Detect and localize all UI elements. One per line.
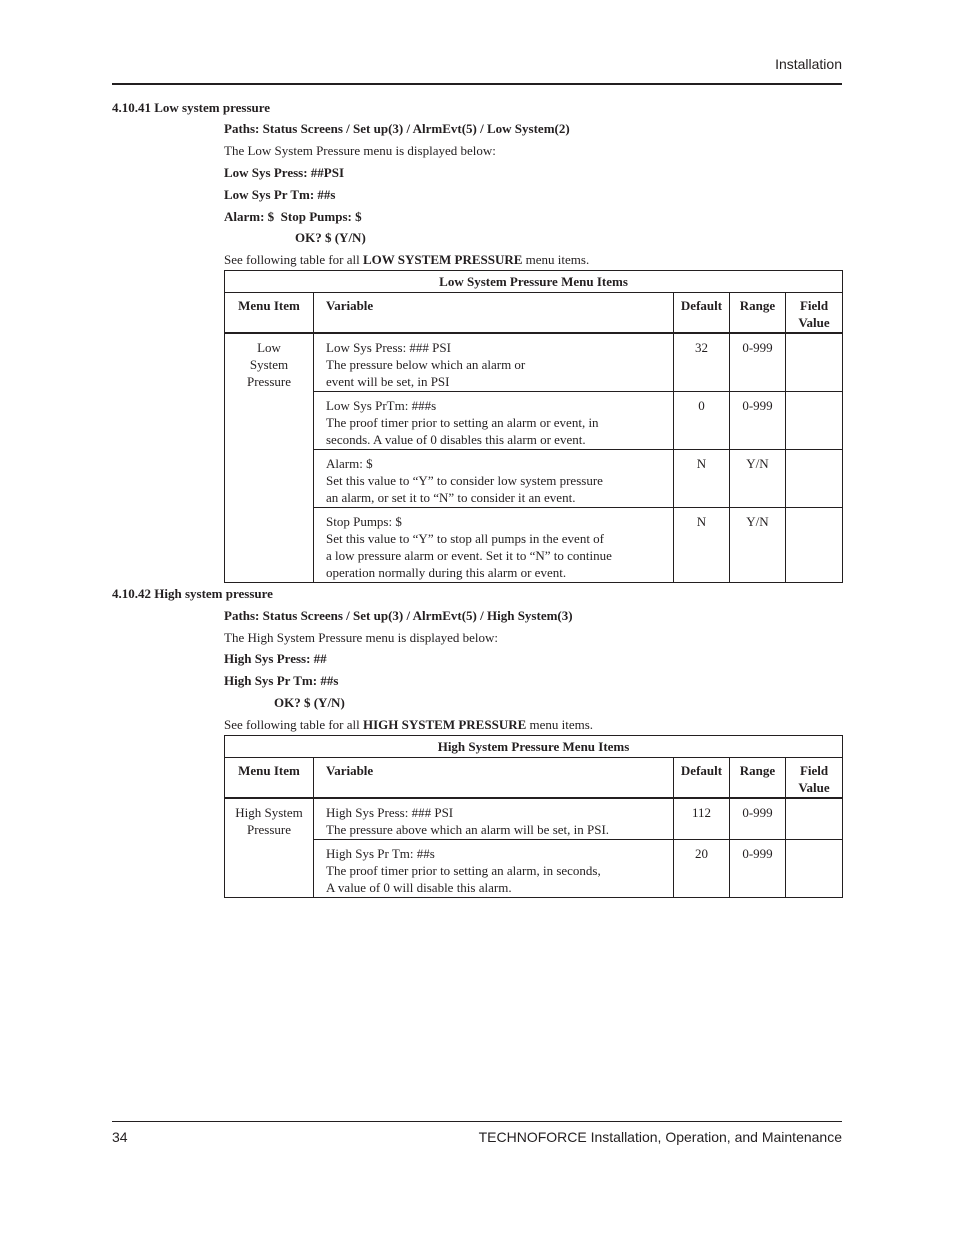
range-cell: 0-999 [730, 392, 786, 450]
see-prefix: See following table for all [224, 252, 360, 267]
table-caption: Low System Pressure Menu Items [225, 271, 843, 293]
screen-line-low-4: OK? $ (Y/N) [295, 230, 366, 245]
table-row [225, 508, 843, 583]
paths-low: Paths: Status Screens / Set up(3) / AlrmEvt(5) / Low System(2) [224, 121, 570, 136]
field-value-cell[interactable] [786, 333, 843, 392]
see-table-high [224, 717, 593, 733]
field-label: Field [799, 763, 829, 778]
default-cell: 32 [674, 333, 730, 392]
field-value-cell[interactable] [786, 798, 843, 840]
col-header-default: Default [674, 293, 730, 334]
screen-line-low-2: Low Sys Pr Tm: ##s [224, 187, 336, 202]
variable-desc: The pressure below which an alarm or [326, 357, 526, 372]
table-row [225, 392, 843, 450]
col-header-menu-item: Menu Item [225, 293, 314, 334]
screen-line-low-1: Low Sys Press: ##PSI [224, 165, 345, 180]
running-header: Installation [775, 56, 842, 72]
menu-item-cell [225, 798, 314, 898]
default-cell: N [674, 450, 730, 508]
variable-desc: The proof timer prior to setting an alarm, in seconds, [326, 863, 601, 878]
variable-name: Low Sys PrTm: ###s [326, 398, 437, 413]
default-cell: 20 [674, 840, 730, 898]
screen-line-high-3: OK? $ (Y/N) [274, 695, 345, 710]
variable-cell [314, 392, 674, 450]
variable-desc: an alarm, or set it to “N” to consider it an event. [326, 490, 576, 505]
screen-line-low-3: Alarm: $ Stop Pumps: $ [224, 209, 362, 224]
table-row [225, 798, 843, 840]
range-cell: Y/N [730, 450, 786, 508]
value-label: Value [798, 780, 830, 795]
variable-desc: Set this value to “Y” to stop all pumps in the event of [326, 531, 605, 546]
col-header-variable: Variable [314, 758, 674, 799]
menu-item-line: High System [235, 805, 303, 820]
col-header-field-value [786, 293, 843, 334]
range-cell: 0-999 [730, 333, 786, 392]
menu-item-line: Low [257, 340, 281, 355]
default-cell: 112 [674, 798, 730, 840]
col-header-variable: Variable [314, 293, 674, 334]
variable-cell [314, 798, 674, 840]
col-header-menu-item: Menu Item [225, 758, 314, 799]
menu-item-line: System [249, 357, 289, 372]
variable-name: High Sys Pr Tm: ##s [326, 846, 435, 861]
intro-high: The High System Pressure menu is displayed below: [224, 630, 499, 645]
footer-rule [112, 1121, 842, 1122]
variable-cell [314, 450, 674, 508]
table-row [225, 450, 843, 508]
high-pressure-table [224, 735, 843, 898]
screen-line-high-1: High Sys Press: ## [224, 651, 327, 666]
variable-desc: a low pressure alarm or event. Set it to “N” to continue [326, 548, 612, 563]
col-header-range: Range [730, 293, 786, 334]
variable-cell [314, 840, 674, 898]
variable-name: High Sys Press: ### PSI [326, 805, 454, 820]
default-cell: 0 [674, 392, 730, 450]
see-bold: LOW SYSTEM PRESSURE [363, 252, 523, 267]
see-suffix: menu items. [525, 252, 590, 267]
low-pressure-table [224, 270, 843, 583]
col-header-default: Default [674, 758, 730, 799]
section-heading-high: 4.10.42 High system pressure [112, 586, 273, 601]
field-value-cell[interactable] [786, 508, 843, 583]
field-value-cell[interactable] [786, 392, 843, 450]
variable-name: Alarm: $ [326, 456, 373, 471]
variable-desc: The pressure above which an alarm will be set, in PSI. [326, 822, 610, 837]
field-label: Field [799, 298, 829, 313]
variable-name: Low Sys Press: ### PSI [326, 340, 451, 355]
variable-cell [314, 333, 674, 392]
see-bold: HIGH SYSTEM PRESSURE [363, 717, 527, 732]
screen-line-high-2: High Sys Pr Tm: ##s [224, 673, 339, 688]
variable-desc: The proof timer prior to setting an alarm or event, in [326, 415, 599, 430]
variable-desc: seconds. A value of 0 disables this alarm or event. [326, 432, 586, 447]
col-header-range: Range [730, 758, 786, 799]
value-label: Value [798, 315, 830, 330]
variable-desc: event will be set, in PSI [326, 374, 450, 389]
menu-item-cell [225, 333, 314, 583]
field-value-cell[interactable] [786, 450, 843, 508]
menu-item-line: Pressure [246, 822, 292, 837]
table-row [225, 840, 843, 898]
footer-title: TECHNOFORCE Installation, Operation, and Maintenance [478, 1129, 842, 1145]
see-prefix: See following table for all [224, 717, 360, 732]
variable-desc: Set this value to “Y” to consider low system pressure [326, 473, 603, 488]
paths-high: Paths: Status Screens / Set up(3) / AlrmEvt(5) / High System(3) [224, 608, 573, 623]
menu-item-line: Pressure [246, 374, 292, 389]
range-cell: Y/N [730, 508, 786, 583]
variable-cell [314, 508, 674, 583]
col-header-field-value [786, 758, 843, 799]
field-value-cell[interactable] [786, 840, 843, 898]
variable-name: Stop Pumps: $ [326, 514, 402, 529]
variable-desc: operation normally during this alarm or event. [326, 565, 567, 580]
variable-desc: A value of 0 will disable this alarm. [326, 880, 512, 895]
range-cell: 0-999 [730, 840, 786, 898]
table-caption: High System Pressure Menu Items [225, 736, 843, 758]
section-heading-low: 4.10.41 Low system pressure [112, 100, 271, 115]
default-cell: N [674, 508, 730, 583]
header-rule [112, 83, 842, 85]
page-number: 34 [112, 1129, 128, 1145]
range-cell: 0-999 [730, 798, 786, 840]
table-row [225, 333, 843, 392]
intro-low: The Low System Pressure menu is displayed below: [224, 143, 496, 158]
see-suffix: menu items. [529, 717, 594, 732]
see-table-low [224, 252, 589, 268]
